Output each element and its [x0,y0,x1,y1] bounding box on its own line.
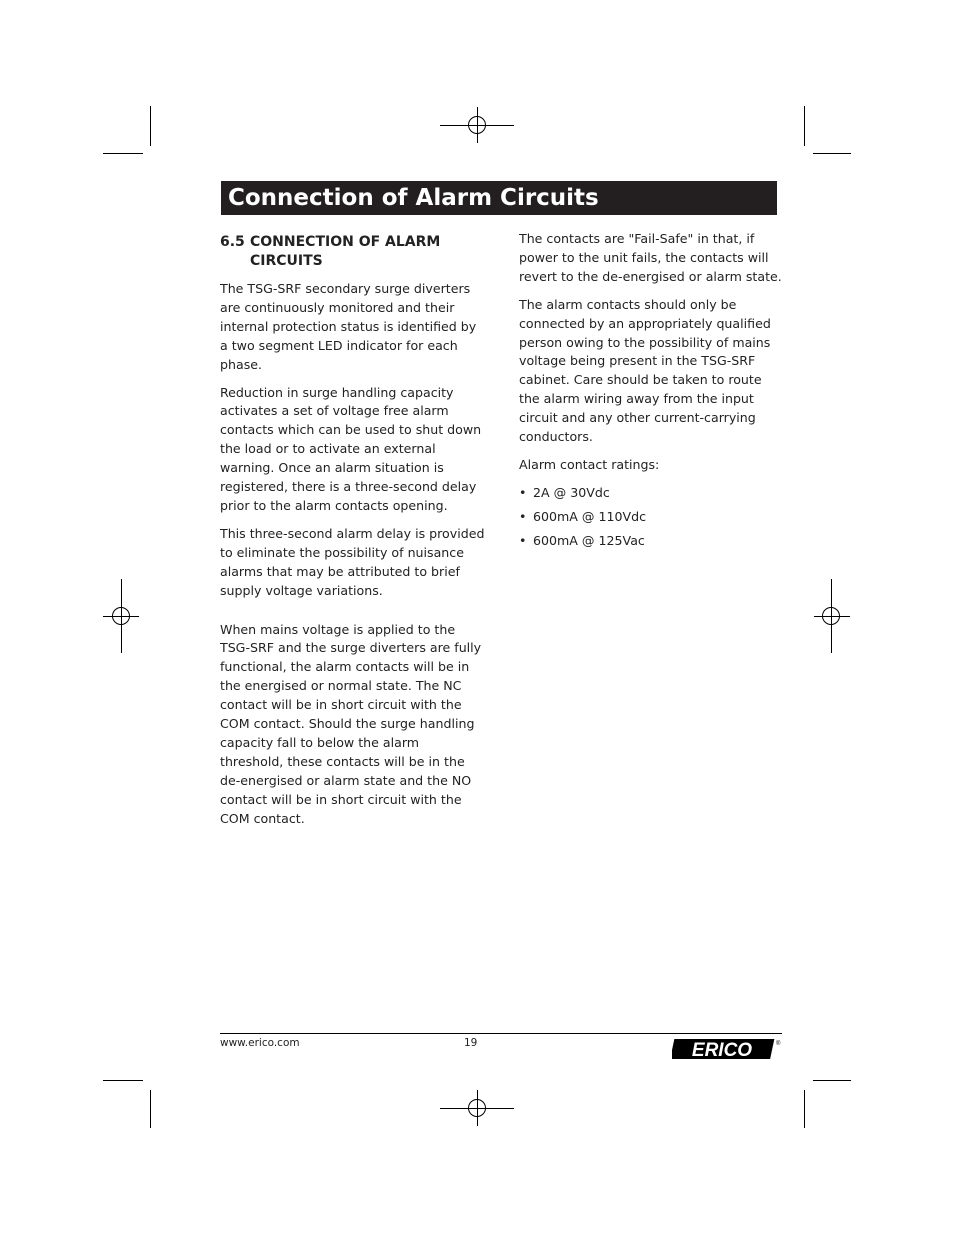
paragraph: The TSG-SRF secondary surge diverters are continuously monitored and their internal protection status is identified by a two segment LED indicator for each phase. [220,281,477,372]
footer-rule [220,1033,782,1034]
page-number: 19 [464,1037,478,1049]
paragraph: Reduction in surge handling capacity activates a set of voltage free alarm contacts which can be used to shut down the load or to activate an external warning. Once an alarm situation is registered, there is a three-second delay prior to the alarm contacts opening. [220,384,482,513]
crop-mark [150,1090,151,1128]
ratings-list [519,484,785,551]
crop-mark [804,106,805,146]
paragraph: Alarm contact ratings: [519,456,660,472]
page-title: Connection of Alarm Circuits [221,181,777,215]
section-heading-line2: CIRCUITS [250,253,323,269]
list-item: • 600mA @ 110Vdc [519,508,785,527]
list-item: • 2A @ 30Vdc [519,484,785,503]
paragraph: This three-second alarm delay is provided to eliminate the possibility of nuisance alarms that may be attributed to brief supply voltage variations. [220,525,485,598]
crop-mark [103,1080,143,1081]
section-heading [220,233,486,271]
crop-mark [103,153,143,154]
crop-mark [804,1090,805,1128]
crop-mark [813,153,851,154]
paragraph: The alarm contacts should only be connected by an appropriately qualified person owing to the possibility of mains voltage being present in the TSG-SRF cabinet. Care should be taken to route the alarm wiring away from the input circuit and any other current-carrying conductors. [519,296,771,445]
paragraph: When mains voltage is applied to the TSG-SRF and the surge diverters are fully functional, the alarm contacts will be in the energised or normal state. The NC contact will be in short circuit with the COM contact. Should the surge handling capacity fall to below the alarm threshold, these contacts will be in the de-energised or alarm state and the NO contact will be in short circuit with the COM contact. [220,621,482,826]
paragraph: The contacts are "Fail-Safe" in that, if power to the unit fails, the contacts will revert to the de-energised or alarm state. [519,231,782,284]
list-item: • 600mA @ 125Vac [519,532,785,551]
erico-logo [672,1036,782,1062]
crop-mark [150,106,151,146]
crop-mark [813,1080,851,1081]
right-column [519,230,785,556]
section-heading-line1: CONNECTION OF ALARM [250,234,441,250]
footer-url: www.erico.com [220,1037,300,1049]
section-number: 6.5 [220,234,245,250]
logo-text: ERICO [691,1040,753,1061]
svg-text:®: ® [776,1041,781,1047]
left-column [220,230,486,837]
